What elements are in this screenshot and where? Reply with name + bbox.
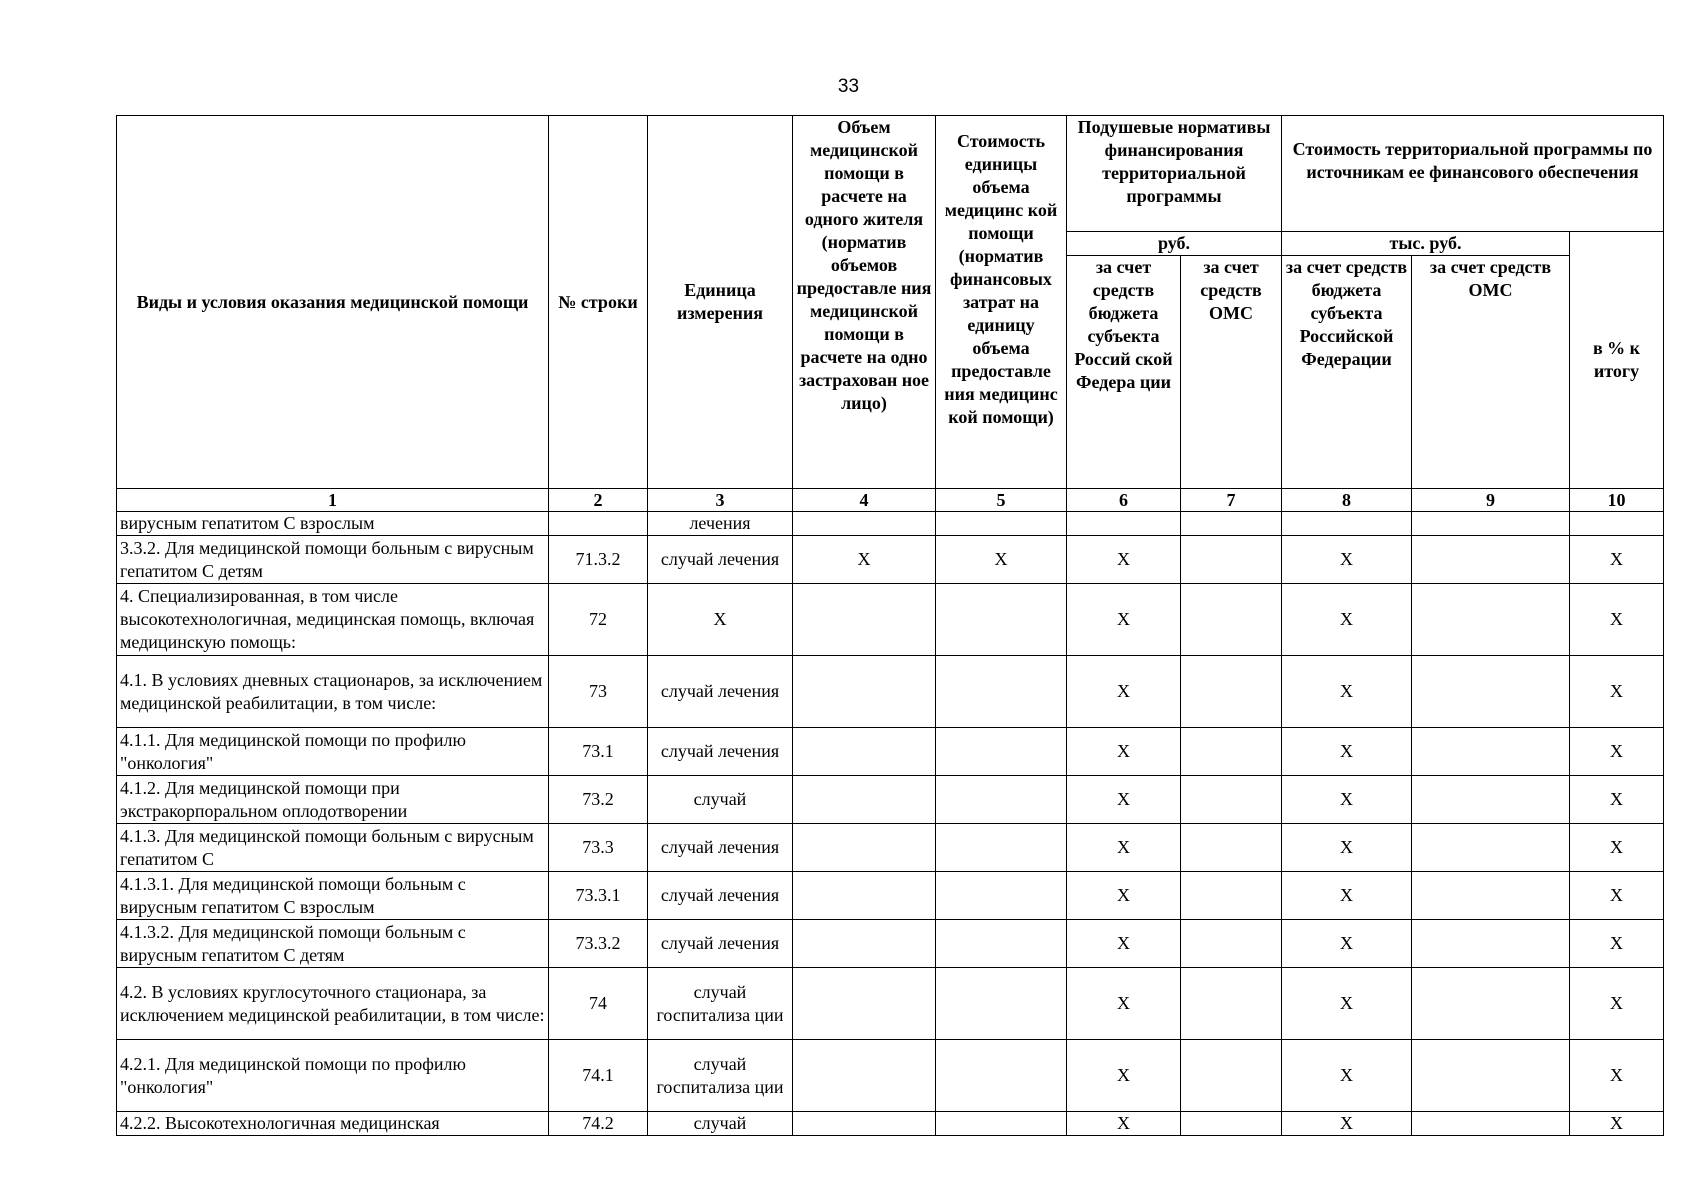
row-cell: X [1067,872,1181,920]
row-name: 4.2. В условиях круглосуточного стационара, за исключением медицинской реабилитации, в том числе: [117,968,549,1040]
row-cell [1412,1040,1570,1112]
column-number: 4 [793,489,936,512]
row-cell [1067,512,1181,536]
table-row [117,920,1664,968]
row-cell: X [1067,728,1181,776]
row-cell: X [1282,536,1412,584]
column-number: 2 [549,489,648,512]
table-row [117,872,1664,920]
row-cell: X [1067,1112,1181,1136]
header-percent-total: в % к итогу [1570,232,1664,489]
row-cell: X [793,536,936,584]
row-cell [793,776,936,824]
header-percapita-group: Подушевые нормативы финансирования территориальной программы [1067,116,1282,232]
header-unit-rub: руб. [1067,232,1282,256]
row-cell: X [1067,656,1181,728]
column-number: 5 [936,489,1067,512]
row-unit: случай лечения [648,824,793,872]
row-cell [1570,512,1664,536]
header-unit-cost: Стоимость единицы объема медицинс кой помощи (норматив финансовых затрат на единицу объема предоставле ния медицинс кой помощи) [936,116,1067,489]
row-cell: X [1067,1040,1181,1112]
row-number: 73 [549,656,648,728]
row-cell [1181,872,1282,920]
row-unit: случай [648,776,793,824]
row-cell: X [1067,536,1181,584]
row-cell [1412,872,1570,920]
row-cell: X [1282,656,1412,728]
row-cell [793,920,936,968]
row-cell: X [1570,920,1664,968]
header-types-conditions: Виды и условия оказания медицинской помощи [117,116,549,489]
row-cell: X [1570,824,1664,872]
row-cell [1412,656,1570,728]
row-cell: X [1570,656,1664,728]
row-unit: случай госпитализа ции [648,968,793,1040]
row-name: 4.2.1. Для медицинской помощи по профилю "онкология" [117,1040,549,1112]
row-cell [1412,584,1570,656]
row-number: 73.1 [549,728,648,776]
row-cell [1181,584,1282,656]
row-number: 73.3.1 [549,872,648,920]
row-name: 4.1.3. Для медицинской помощи больным с вирусным гепатитом С [117,824,549,872]
row-cell: X [1067,968,1181,1040]
row-cell: X [1282,776,1412,824]
row-cell: X [1570,1040,1664,1112]
row-cell: X [1282,1040,1412,1112]
table-row [117,512,1664,536]
row-cell [793,1112,936,1136]
row-number: 74 [549,968,648,1040]
row-cell: X [1570,1112,1664,1136]
row-unit: случай лечения [648,872,793,920]
row-cell [936,1112,1067,1136]
row-cell [1412,920,1570,968]
row-name: вирусным гепатитом С взрослым [117,512,549,536]
row-unit: X [648,584,793,656]
row-cell [793,824,936,872]
row-cell [1181,656,1282,728]
row-cell [936,824,1067,872]
row-cell [936,728,1067,776]
row-name: 4.2.2. Высокотехнологичная медицинская [117,1112,549,1136]
row-number: 71.3.2 [549,536,648,584]
header-volume: Объем медицинской помощи в расчете на одного жителя (норматив объемов предоставле ния медицинской помощи в расчете на одно застрахован ное лицо) [793,116,936,489]
row-cell: X [1067,776,1181,824]
header-cost-group: Стоимость территориальной программы по источникам ее финансового обеспечения [1282,116,1664,232]
column-number: 6 [1067,489,1181,512]
header-unit: Единица измерения [648,116,793,489]
row-cell: X [1282,728,1412,776]
row-cell [936,968,1067,1040]
table-row [117,1040,1664,1112]
row-cell [1181,1040,1282,1112]
row-cell: X [1570,584,1664,656]
column-numbers-row [117,489,1664,512]
row-number [549,512,648,536]
table-row [117,776,1664,824]
financing-table [116,115,1664,1136]
header-unit-thous-rub: тыс. руб. [1282,232,1570,256]
row-cell [936,776,1067,824]
row-cell: X [1282,920,1412,968]
column-number: 1 [117,489,549,512]
table-row [117,728,1664,776]
column-number: 8 [1282,489,1412,512]
row-cell [793,728,936,776]
row-cell: X [1570,728,1664,776]
column-number: 7 [1181,489,1282,512]
row-cell [793,656,936,728]
row-cell [936,656,1067,728]
row-number: 73.3.2 [549,920,648,968]
row-cell [1412,968,1570,1040]
row-cell [1181,824,1282,872]
header-cost-oms: за счет средств ОМС [1412,256,1570,489]
table-header [117,116,1664,489]
row-unit: случай лечения [648,920,793,968]
row-name: 4.1.2. Для медицинской помощи при экстракорпоральном оплодотворении [117,776,549,824]
row-cell [793,872,936,920]
row-cell [1412,824,1570,872]
row-cell [936,584,1067,656]
row-cell [793,512,936,536]
row-cell [1412,512,1570,536]
row-cell [936,512,1067,536]
row-cell: X [1067,824,1181,872]
row-name: 4. Специализированная, в том числе высокотехнологичная, медицинская помощь, включая медицинскую помощь: [117,584,549,656]
row-unit: случай лечения [648,536,793,584]
table-row [117,536,1664,584]
row-cell [1412,536,1570,584]
row-number: 74.1 [549,1040,648,1112]
row-cell: X [1570,968,1664,1040]
row-cell [1181,512,1282,536]
row-cell [1412,1112,1570,1136]
row-unit: случай госпитализа ции [648,1040,793,1112]
table-row [117,1112,1664,1136]
row-cell: X [1067,920,1181,968]
row-number: 73.3 [549,824,648,872]
row-unit: случай лечения [648,728,793,776]
row-unit: случай лечения [648,656,793,728]
row-name: 4.1.3.1. Для медицинской помощи больным с вирусным гепатитом С взрослым [117,872,549,920]
row-cell: X [936,536,1067,584]
row-cell [1181,728,1282,776]
row-unit: лечения [648,512,793,536]
row-unit: случай [648,1112,793,1136]
row-cell: X [1067,584,1181,656]
header-percapita-oms: за счет средств ОМС [1181,256,1282,489]
table-row [117,584,1664,656]
row-cell: X [1282,1112,1412,1136]
row-cell [1181,920,1282,968]
row-cell [1181,776,1282,824]
row-cell [793,1040,936,1112]
table-body [117,489,1664,1136]
row-cell [1181,968,1282,1040]
row-cell [1181,536,1282,584]
column-number: 9 [1412,489,1570,512]
row-cell: X [1570,536,1664,584]
row-cell [936,1040,1067,1112]
row-cell [936,920,1067,968]
row-cell: X [1282,584,1412,656]
row-cell: X [1570,872,1664,920]
row-name: 4.1.1. Для медицинской помощи по профилю "онкология" [117,728,549,776]
column-number: 10 [1570,489,1664,512]
row-cell [793,584,936,656]
row-cell [936,872,1067,920]
row-name: 3.3.2. Для медицинской помощи больным с вирусным гепатитом С детям [117,536,549,584]
row-cell [1412,776,1570,824]
table-row [117,968,1664,1040]
column-number: 3 [648,489,793,512]
table-row [117,824,1664,872]
table-row [117,656,1664,728]
page-number: 33 [837,76,860,97]
row-cell: X [1282,824,1412,872]
row-cell [793,968,936,1040]
row-name: 4.1. В условиях дневных стационаров, за исключением медицинской реабилитации, в том числе: [117,656,549,728]
row-cell [1412,728,1570,776]
row-cell [1181,1112,1282,1136]
header-percapita-budget: за счет средств бюджета субъекта Россий ской Федера ции [1067,256,1181,489]
row-number: 72 [549,584,648,656]
row-number: 74.2 [549,1112,648,1136]
header-cost-budget: за счет средств бюджета субъекта Российской Федерации [1282,256,1412,489]
header-row-number: № строки [549,116,648,489]
row-cell [1282,512,1412,536]
row-cell: X [1282,872,1412,920]
row-cell: X [1282,968,1412,1040]
row-cell: X [1570,776,1664,824]
row-name: 4.1.3.2. Для медицинской помощи больным с вирусным гепатитом С детям [117,920,549,968]
row-number: 73.2 [549,776,648,824]
